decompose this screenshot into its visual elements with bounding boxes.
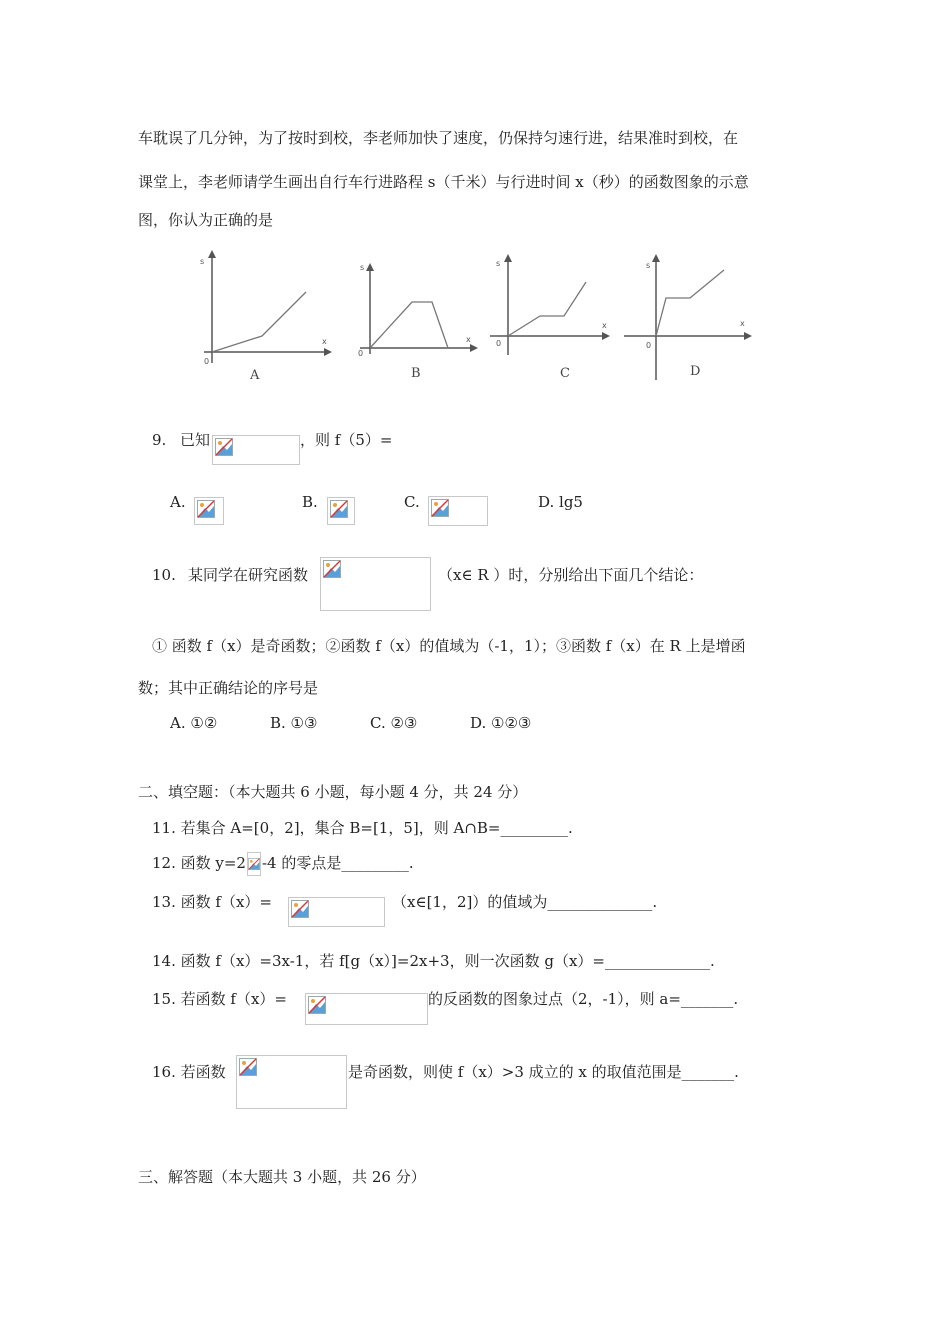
graph-b-curve xyxy=(370,302,448,348)
graph-c-xlabel: x xyxy=(602,321,607,330)
q13-suffix: （x∈[1，2]）的值域为______________. xyxy=(392,893,658,911)
q9-option-d: D. lg5 xyxy=(538,493,583,511)
graph-d-curve xyxy=(656,270,724,336)
graph-d-xlabel: x xyxy=(740,319,745,328)
q9-option-b-image xyxy=(327,497,355,525)
q9-option-a-image xyxy=(194,497,224,525)
graph-a-curve xyxy=(212,292,306,352)
graph-d-origin: 0 xyxy=(646,341,652,350)
graph-c xyxy=(488,250,618,364)
q16-prefix: 16. 若函数 xyxy=(152,1063,226,1081)
graph-b-origin: 0 xyxy=(358,349,364,358)
q9-number: 9. xyxy=(152,431,167,449)
graph-b-xlabel: x xyxy=(466,335,471,344)
q12-suffix: -4 的零点是_________. xyxy=(261,854,414,872)
broken-image-icon xyxy=(323,560,341,578)
section-2-heading: 二、填空题：（本大题共 6 小题，每小题 4 分，共 24 分） xyxy=(138,783,528,801)
graph-b-svg xyxy=(354,262,484,357)
q10-option-d: D. ①②③ xyxy=(470,714,532,732)
broken-image-icon xyxy=(248,855,260,873)
intro-line-3: 图，你认为正确的是 xyxy=(138,211,274,229)
q14: 14. 函数 f（x）=3x-1，若 f[g（x）]=2x+3，则一次函数 g（x）=______________. xyxy=(152,952,715,970)
graph-d-svg xyxy=(622,250,757,382)
broken-image-icon xyxy=(291,900,309,918)
graph-a xyxy=(196,248,336,372)
q15-prefix: 15. 若函数 f（x）= xyxy=(152,990,287,1008)
graph-b-ylabel: s xyxy=(360,263,365,272)
graph-d-ylabel: s xyxy=(646,261,651,270)
q13-prefix: 13. 函数 f（x）= xyxy=(152,893,272,911)
q10-prefix: 某同学在研究函数 xyxy=(188,566,309,584)
broken-image-icon xyxy=(308,996,326,1014)
graph-c-origin: 0 xyxy=(496,339,502,348)
q10-number: 10. xyxy=(152,566,176,584)
q9-suffix: ，则 f（5）= xyxy=(300,431,393,449)
graph-a-origin: 0 xyxy=(204,357,210,366)
graph-d-label: D xyxy=(690,364,701,379)
q9-option-c-label: C. xyxy=(404,493,420,511)
graph-c-label: C xyxy=(560,366,570,381)
broken-image-icon xyxy=(239,1058,257,1076)
q10-line-3: 数；其中正确结论的序号是 xyxy=(138,679,319,697)
intro-line-1: 车耽误了几分钟，为了按时到校，李老师加快了速度，仍保持匀速行进，结果准时到校，在 xyxy=(138,129,739,147)
q13-formula-image xyxy=(288,897,385,927)
graph-a-xlabel: x xyxy=(322,337,327,346)
q12-exponent-image xyxy=(247,852,261,876)
q15-suffix: 的反函数的图象过点（2，-1），则 a=_______. xyxy=(428,990,739,1008)
section-3-heading: 三、解答题（本大题共 3 小题，共 26 分） xyxy=(138,1168,426,1186)
intro-line-2: 课堂上，李老师请学生画出自行车行进路程 s（千米）与行进时间 x（秒）的函数图象的示意 xyxy=(138,173,749,191)
q9-option-b-label: B. xyxy=(302,493,318,511)
broken-image-icon xyxy=(431,499,449,517)
graph-b-label: B xyxy=(411,366,421,381)
graph-c-curve xyxy=(508,282,586,336)
graph-c-svg xyxy=(488,250,618,360)
q10-formula-image xyxy=(320,557,431,611)
q16-suffix: 是奇函数，则使 f（x）>3 成立的 x 的取值范围是_______. xyxy=(348,1063,739,1081)
graph-a-ylabel: s xyxy=(200,257,205,266)
broken-image-icon xyxy=(197,500,215,518)
q12-prefix: 12. 函数 y=2 xyxy=(152,854,246,872)
q9-prefix: 已知 xyxy=(180,431,211,449)
q15-formula-image xyxy=(305,993,428,1025)
q10-option-a: A. ①② xyxy=(170,714,218,732)
graph-b xyxy=(354,262,484,361)
q16-formula-image xyxy=(236,1055,347,1109)
q10-option-c: C. ②③ xyxy=(370,714,418,732)
q10-option-b: B. ①③ xyxy=(270,714,318,732)
q9-option-a-label: A. xyxy=(170,493,186,511)
q9-formula-image xyxy=(212,435,300,465)
broken-image-icon xyxy=(215,438,233,456)
q12 xyxy=(152,852,414,876)
q11: 11. 若集合 A=[0，2]，集合 B=[1，5]，则 A∩B=_________. xyxy=(152,819,573,837)
broken-image-icon xyxy=(330,500,348,518)
q9-option-c-image xyxy=(428,496,488,526)
graph-c-ylabel: s xyxy=(496,259,501,268)
graph-a-label: A xyxy=(250,368,260,383)
q10-suffix: （x∈ R ）时，分别给出下面几个结论： xyxy=(438,566,704,584)
q10-line-2: ① 函数 f（x）是奇函数；②函数 f（x）的值域为（-1，1）；③函数 f（x）在 R 上是增函 xyxy=(152,637,746,655)
graph-a-svg xyxy=(196,248,336,368)
